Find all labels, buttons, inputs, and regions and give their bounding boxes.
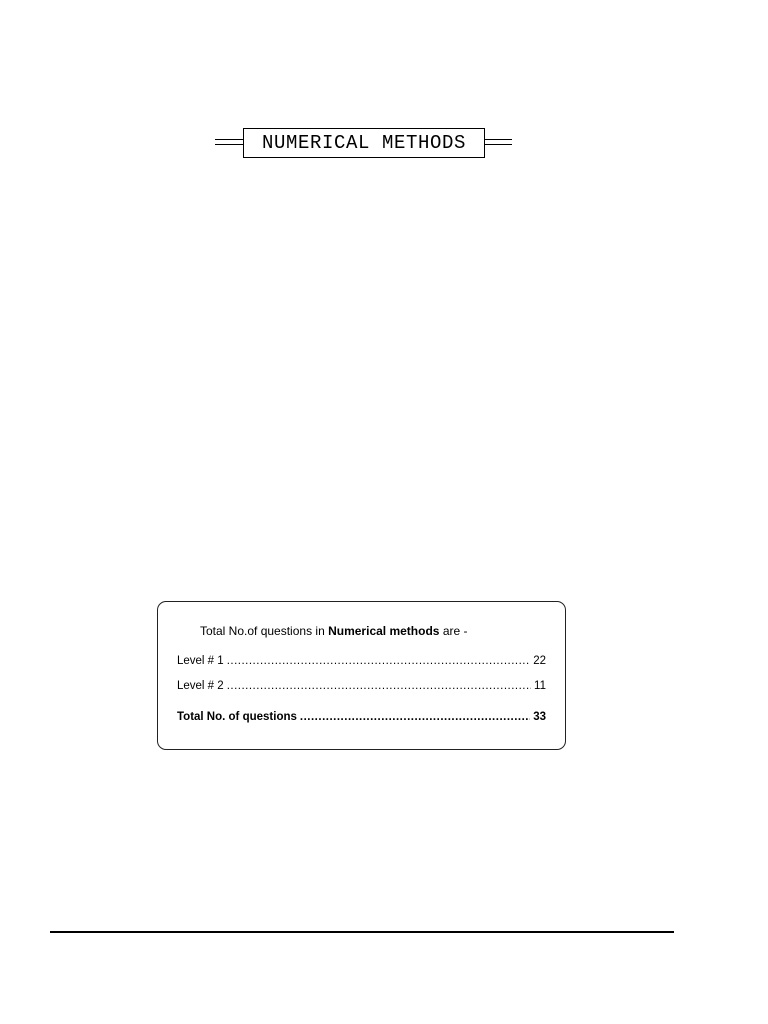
intro-suffix: are - [442, 624, 468, 638]
summary-intro [200, 624, 468, 638]
page-title: NUMERICAL METHODS [243, 128, 485, 158]
title-rule-right [485, 139, 512, 145]
intro-subject: Numerical methods [328, 624, 440, 638]
level-2-row [177, 680, 546, 692]
question-summary-box [157, 601, 566, 750]
level-1-count: 22 [533, 655, 546, 667]
level-2-count: 11 [534, 680, 546, 692]
title-banner [215, 128, 512, 158]
total-count: 33 [533, 711, 546, 723]
level-1-label: Level # 1 [177, 655, 224, 667]
dot-leader [227, 680, 531, 692]
dot-leader [300, 711, 530, 723]
total-label: Total No. of questions [177, 711, 297, 723]
level-1-row [177, 655, 546, 667]
level-2-label: Level # 2 [177, 680, 224, 692]
total-row [177, 711, 546, 723]
intro-prefix: Total No.of questions in [200, 624, 325, 638]
dot-leader [227, 655, 531, 667]
title-rule-left [215, 139, 244, 145]
footer-rule [50, 931, 674, 933]
